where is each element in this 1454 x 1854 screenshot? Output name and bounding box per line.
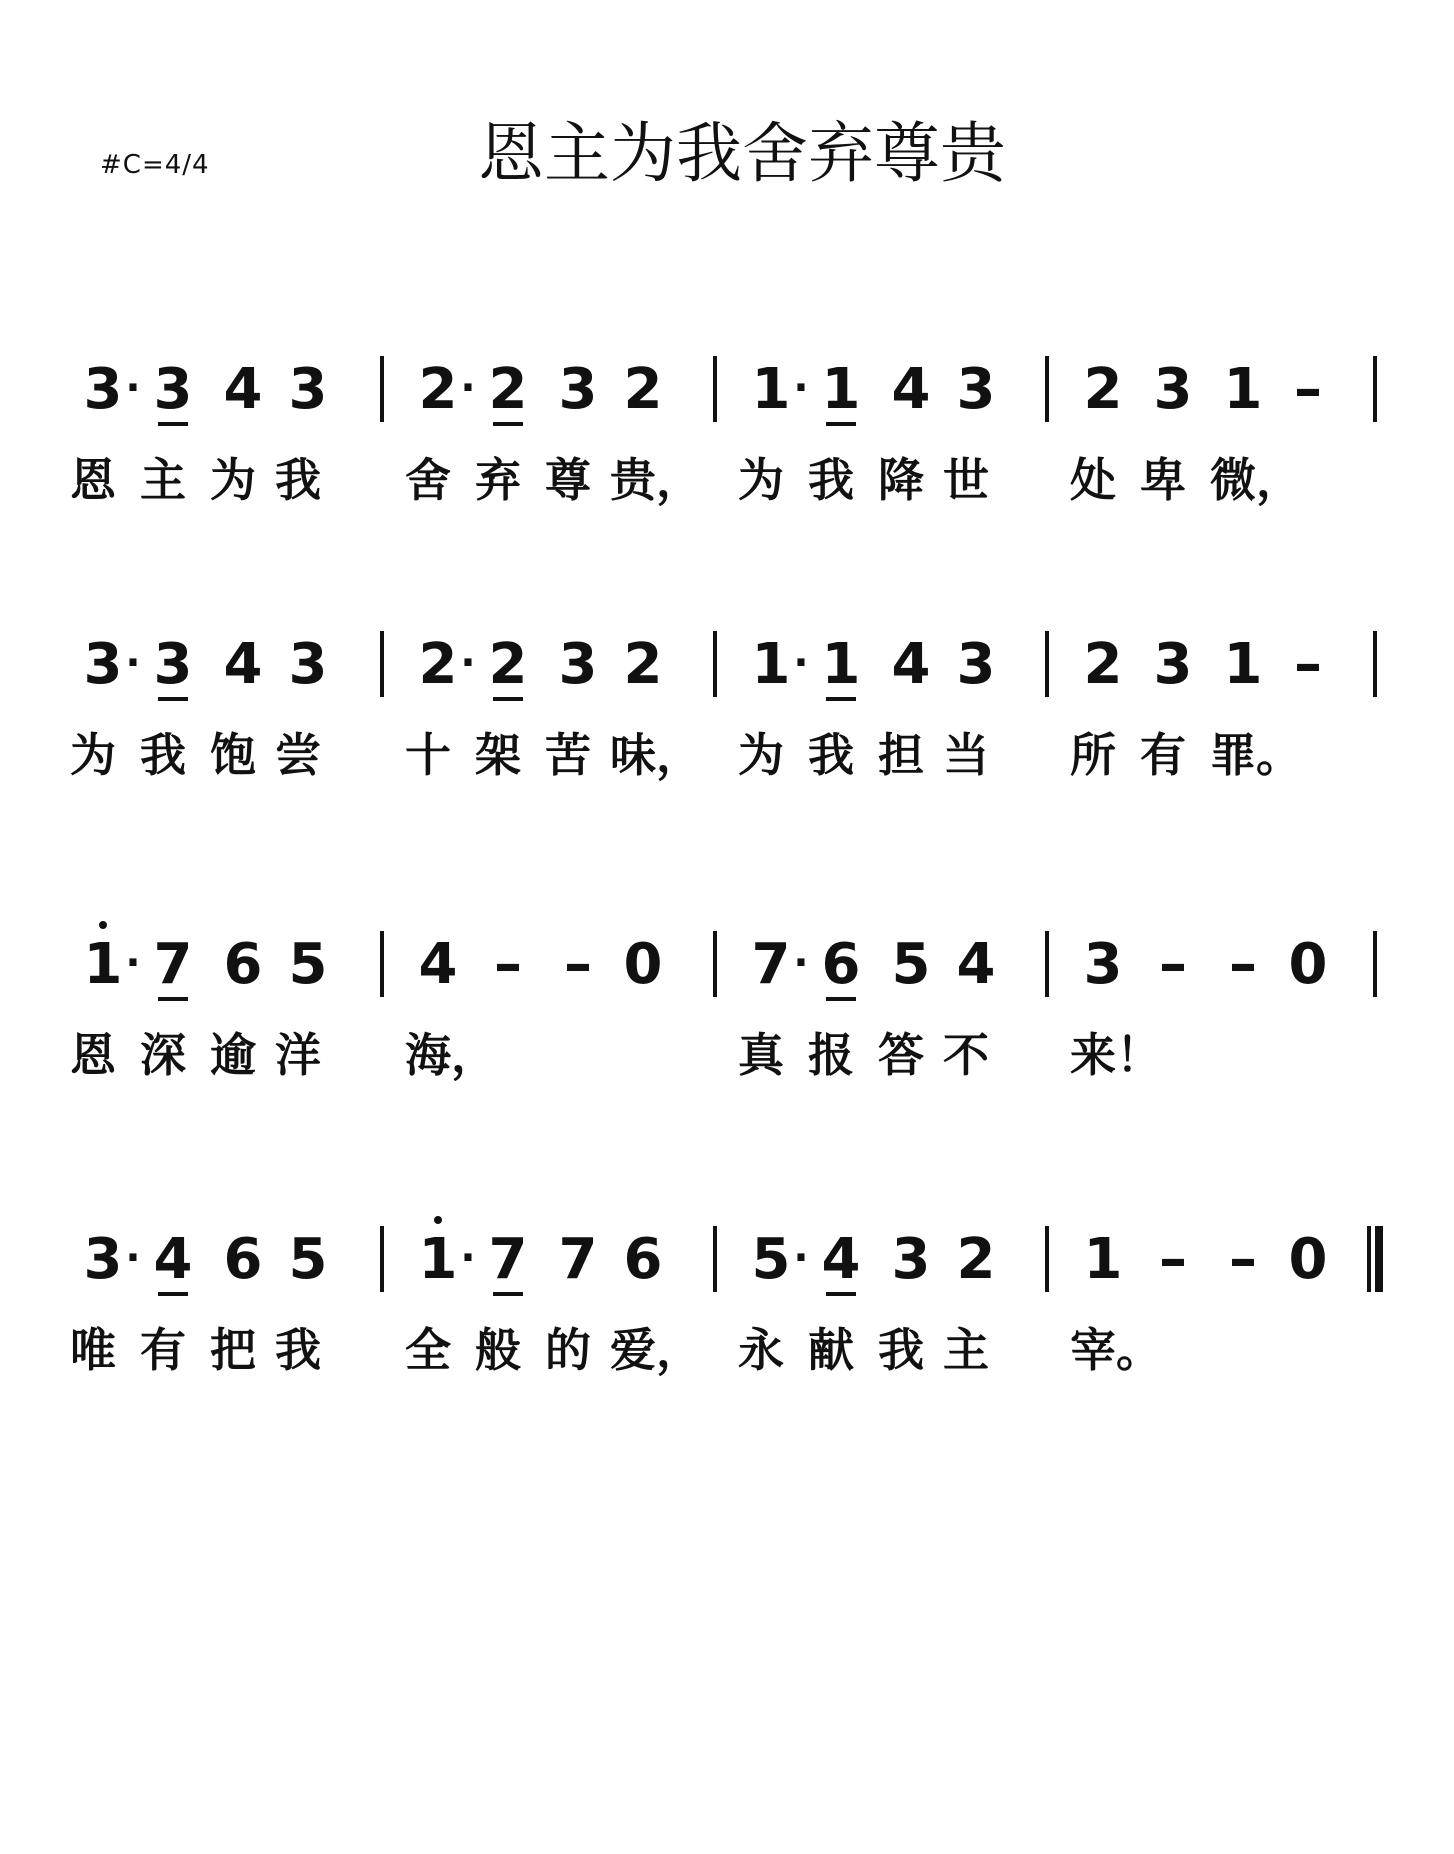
note [951, 1220, 1001, 1300]
barline [1045, 356, 1049, 422]
note [553, 925, 603, 1005]
barline [713, 356, 717, 422]
barline [380, 1226, 384, 1292]
lyric-syllable: 尝 [275, 728, 321, 782]
lyric-syllable: 我 [808, 728, 854, 782]
lyric-syllable: 报 [808, 1028, 854, 1082]
note [413, 925, 463, 1005]
note-digit: 2 [1083, 357, 1123, 422]
lyrics-row [70, 725, 1388, 795]
score-system [70, 625, 1388, 795]
note [283, 350, 333, 430]
note-digit: 0 [1288, 1227, 1328, 1292]
note-digit: 2 [623, 632, 663, 697]
augmentation-dot: · [793, 1235, 809, 1281]
lyric-syllable: 主 [140, 453, 186, 507]
lyric-syllable: 十 [405, 728, 451, 782]
lyric-syllable: 答 [878, 1028, 924, 1082]
note [1148, 625, 1198, 705]
note [1078, 925, 1128, 1005]
lyric-syllable: 恩 [70, 453, 116, 507]
barline [1045, 1226, 1049, 1292]
high-octave-dot [434, 1216, 442, 1224]
lyric-syllable: 担 [878, 728, 924, 782]
note [483, 1220, 533, 1300]
note-digit: 2 [488, 357, 528, 422]
note [218, 925, 268, 1005]
eighth-underline [826, 997, 856, 1001]
barline [1045, 631, 1049, 697]
note [746, 925, 796, 1005]
note-digit: 7 [153, 932, 193, 997]
augmentation-dot: · [125, 1235, 141, 1281]
eighth-underline [826, 422, 856, 426]
note-digit: 6 [223, 932, 263, 997]
note-digit: 2 [623, 357, 663, 422]
lyric-syllable: 世 [943, 453, 989, 507]
note [283, 625, 333, 705]
note [618, 350, 668, 430]
lyric-syllable: 卑 [1140, 453, 1186, 507]
note-digit: – [1229, 932, 1257, 997]
note [553, 1220, 603, 1300]
high-octave-dot [99, 921, 107, 929]
note-digit: 6 [223, 1227, 263, 1292]
note-digit: 2 [956, 1227, 996, 1292]
lyric-syllable: 把 [210, 1323, 256, 1377]
lyric-syllable: 降 [878, 453, 924, 507]
lyric-syllable: 深 [140, 1028, 186, 1082]
barline [1373, 356, 1377, 422]
eighth-underline [158, 697, 188, 701]
lyric-syllable: 来！ [1070, 1028, 1162, 1082]
lyric-syllable: 主 [943, 1323, 989, 1377]
eighth-underline [158, 1292, 188, 1296]
note [1148, 1220, 1198, 1300]
note-digit: 3 [83, 1227, 123, 1292]
note-digit: 1 [1083, 1227, 1123, 1292]
lyrics-row [70, 1025, 1388, 1095]
note-digit: – [564, 932, 592, 997]
eighth-underline [158, 422, 188, 426]
lyric-syllable: 所 [1070, 728, 1116, 782]
note [816, 925, 866, 1005]
note-digit: – [1229, 1227, 1257, 1292]
note-digit: 1 [1223, 632, 1263, 697]
lyric-syllable: 般 [475, 1323, 521, 1377]
lyric-syllable: 苦 [545, 728, 591, 782]
lyric-syllable: 贵， [610, 453, 702, 507]
note [951, 625, 1001, 705]
note-digit: 2 [1083, 632, 1123, 697]
augmentation-dot: · [793, 365, 809, 411]
eighth-underline [493, 1292, 523, 1296]
notes-row [78, 1220, 1388, 1300]
lyric-syllable: 我 [275, 453, 321, 507]
lyric-syllable: 架 [475, 728, 521, 782]
note [483, 625, 533, 705]
note [218, 625, 268, 705]
note [886, 925, 936, 1005]
lyric-syllable: 我 [878, 1323, 924, 1377]
note [746, 350, 796, 430]
note-digit: 3 [288, 632, 328, 697]
note-digit: 5 [288, 932, 328, 997]
barline [380, 356, 384, 422]
note-digit: – [1294, 632, 1322, 697]
note-digit: 3 [153, 357, 193, 422]
lyric-syllable: 真 [738, 1028, 784, 1082]
note [951, 925, 1001, 1005]
note [1078, 625, 1128, 705]
note [78, 350, 128, 430]
lyric-syllable: 宰。 [1070, 1323, 1162, 1377]
note [218, 350, 268, 430]
note [1283, 1220, 1333, 1300]
note-digit: 3 [1153, 632, 1193, 697]
lyric-syllable: 逾 [210, 1028, 256, 1082]
score-system [70, 1220, 1388, 1390]
note [951, 350, 1001, 430]
note [78, 625, 128, 705]
lyric-syllable: 味， [610, 728, 702, 782]
eighth-underline [493, 697, 523, 701]
score-system [70, 350, 1388, 520]
lyric-syllable: 有 [140, 1323, 186, 1377]
augmentation-dot: · [125, 365, 141, 411]
notes-row [78, 625, 1388, 705]
note-digit: 6 [821, 932, 861, 997]
note-digit: 1 [821, 632, 861, 697]
barline [713, 1226, 717, 1292]
note-digit: 4 [418, 932, 458, 997]
note [218, 1220, 268, 1300]
barline [713, 931, 717, 997]
note [483, 925, 533, 1005]
note [886, 1220, 936, 1300]
key-signature: #C=4/4 [100, 150, 210, 180]
note [1148, 350, 1198, 430]
note-digit: 3 [288, 357, 328, 422]
lyric-syllable: 有 [1140, 728, 1186, 782]
note [483, 350, 533, 430]
lyric-syllable: 我 [140, 728, 186, 782]
augmentation-dot: · [125, 640, 141, 686]
note [816, 350, 866, 430]
note-digit: 0 [623, 932, 663, 997]
note-digit: 4 [891, 357, 931, 422]
note-digit: 3 [153, 632, 193, 697]
note [886, 625, 936, 705]
lyric-syllable: 唯 [70, 1323, 116, 1377]
note-digit: 7 [751, 932, 791, 997]
note [618, 625, 668, 705]
note-digit: 2 [418, 632, 458, 697]
note-digit: 3 [956, 357, 996, 422]
final-barline-thin [1367, 1226, 1371, 1292]
note [1283, 625, 1333, 705]
lyric-syllable: 舍 [405, 453, 451, 507]
note-digit: – [1159, 1227, 1187, 1292]
note-digit: 4 [223, 632, 263, 697]
note [746, 625, 796, 705]
note [78, 925, 128, 1005]
note-digit: 7 [488, 1227, 528, 1292]
lyric-syllable: 永 [738, 1323, 784, 1377]
note [1283, 350, 1333, 430]
note-digit: 1 [751, 357, 791, 422]
eighth-underline [826, 1292, 856, 1296]
note [148, 1220, 198, 1300]
augmentation-dot: · [460, 365, 476, 411]
note [1078, 1220, 1128, 1300]
note-digit: 1 [418, 1227, 458, 1292]
lyric-syllable: 我 [808, 453, 854, 507]
lyric-syllable: 当 [943, 728, 989, 782]
note-digit: 4 [153, 1227, 193, 1292]
note-digit: 3 [891, 1227, 931, 1292]
barline [1373, 931, 1377, 997]
note [1283, 925, 1333, 1005]
barline [1373, 631, 1377, 697]
note-digit: 3 [558, 632, 598, 697]
lyric-syllable: 爱， [610, 1323, 702, 1377]
note [746, 1220, 796, 1300]
notes-row [78, 350, 1388, 430]
lyric-syllable: 尊 [545, 453, 591, 507]
note-digit: 5 [288, 1227, 328, 1292]
lyric-syllable: 为 [738, 453, 784, 507]
augmentation-dot: · [460, 1235, 476, 1281]
note [413, 625, 463, 705]
note-digit: 4 [223, 357, 263, 422]
note [1218, 925, 1268, 1005]
note-digit: – [1159, 932, 1187, 997]
note-digit: 7 [558, 1227, 598, 1292]
note-digit: 6 [623, 1227, 663, 1292]
note-digit: 3 [956, 632, 996, 697]
lyric-syllable: 为 [210, 453, 256, 507]
note-digit: 1 [751, 632, 791, 697]
note [553, 350, 603, 430]
eighth-underline [493, 422, 523, 426]
lyric-syllable: 全 [405, 1323, 451, 1377]
lyric-syllable: 的 [545, 1323, 591, 1377]
note-digit: – [494, 932, 522, 997]
lyric-syllable: 洋 [275, 1028, 321, 1082]
note [283, 1220, 333, 1300]
note-digit: 3 [1083, 932, 1123, 997]
note [816, 625, 866, 705]
lyrics-row [70, 450, 1388, 520]
note [1218, 350, 1268, 430]
lyric-syllable: 不 [943, 1028, 989, 1082]
note-digit: 1 [821, 357, 861, 422]
note-digit: 3 [558, 357, 598, 422]
lyric-syllable: 海， [405, 1028, 497, 1082]
note [1148, 925, 1198, 1005]
lyric-syllable: 恩 [70, 1028, 116, 1082]
note [618, 1220, 668, 1300]
augmentation-dot: · [460, 640, 476, 686]
note [816, 1220, 866, 1300]
note-digit: 4 [891, 632, 931, 697]
note [1218, 1220, 1268, 1300]
note-digit: – [1294, 357, 1322, 422]
note [148, 925, 198, 1005]
note-digit: 0 [1288, 932, 1328, 997]
song-title: 恩主为我舍弃尊贵 [478, 115, 1006, 192]
notes-row [78, 925, 1388, 1005]
note-digit: 4 [821, 1227, 861, 1292]
lyric-syllable: 处 [1070, 453, 1116, 507]
eighth-underline [826, 697, 856, 701]
eighth-underline [158, 997, 188, 1001]
score-system [70, 925, 1388, 1095]
note [1078, 350, 1128, 430]
note [553, 625, 603, 705]
barline [1045, 931, 1049, 997]
lyric-syllable: 为 [738, 728, 784, 782]
barline [380, 931, 384, 997]
lyric-syllable: 罪。 [1210, 728, 1302, 782]
note [618, 925, 668, 1005]
note [78, 1220, 128, 1300]
barline [713, 631, 717, 697]
lyric-syllable: 我 [275, 1323, 321, 1377]
note-digit: 5 [751, 1227, 791, 1292]
note-digit: 3 [83, 357, 123, 422]
lyric-syllable: 为 [70, 728, 116, 782]
barline [380, 631, 384, 697]
note-digit: 3 [1153, 357, 1193, 422]
note [148, 625, 198, 705]
note-digit: 1 [83, 932, 123, 997]
lyrics-row [70, 1320, 1388, 1390]
note [886, 350, 936, 430]
note [1218, 625, 1268, 705]
lyric-syllable: 饱 [210, 728, 256, 782]
final-barline-thick [1375, 1226, 1383, 1292]
lyric-syllable: 微， [1210, 453, 1302, 507]
lyric-syllable: 献 [808, 1323, 854, 1377]
note-digit: 2 [488, 632, 528, 697]
augmentation-dot: · [793, 940, 809, 986]
note [283, 925, 333, 1005]
note-digit: 4 [956, 932, 996, 997]
note-digit: 5 [891, 932, 931, 997]
augmentation-dot: · [793, 640, 809, 686]
note [413, 1220, 463, 1300]
note-digit: 1 [1223, 357, 1263, 422]
note-digit: 3 [83, 632, 123, 697]
lyric-syllable: 弃 [475, 453, 521, 507]
augmentation-dot: · [125, 940, 141, 986]
note [413, 350, 463, 430]
note [148, 350, 198, 430]
note-digit: 2 [418, 357, 458, 422]
